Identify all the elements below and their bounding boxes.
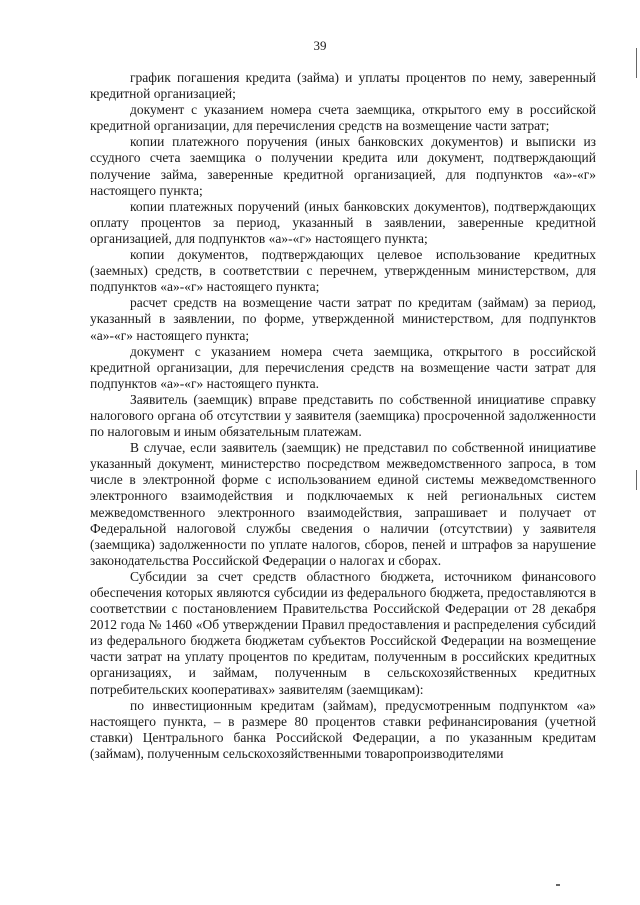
paragraph: график погашения кредита (займа) и уплаты процентов по нему, заверенный кредитной организацией; [90, 70, 596, 102]
paragraph: документ с указанием номера счета заемщика, открытого в российской кредитной организации, для перечисления средств на возмещение части затрат для подпунктов «а»-«г» настоящего пункта. [90, 343, 596, 391]
paragraph: копии документов, подтверждающих целевое использование кредитных (заемных) средств, в соответствии с перечнем, утвержденным министерством, для подпунктов «а»-«г» настоящего пункта; [90, 247, 596, 295]
paragraph: В случае, если заявитель (заемщик) не представил по собственной инициативе указанный документ, министерство посредством межведомственного запроса, в том числе в электронной форме с использованием единой системы межведомственного электронного взаимодействия и подключаемых к ней региональных систем межведомственного электронного взаимодействия, запрашивает и получает от Федеральной налоговой службы сведения о наличии (отсутствии) у заявителя (заемщика) задолженности по уплате налогов, сборов, пеней и штрафов за нарушение законодательства Российской Федерации о налогах и сборах. [90, 440, 596, 568]
paragraph: расчет средств на возмещение части затрат по кредитам (займам) за период, указанный в заявлении, по форме, утвержденной министерством, для подпунктов «а»-«г» настоящего пункта; [90, 295, 596, 343]
paragraph: копии платежных поручений (иных банковских документов), подтверждающих оплату процентов за период, указанный в заявлении, заверенные кредитной организацией, для подпунктов «а»-«г» настоящего пункта; [90, 198, 596, 246]
paragraph: Субсидии за счет средств областного бюджета, источником финансового обеспечения которых являются субсидии из федерального бюджета, предоставляются в соответствии с постановлением Правительства Российской Федерации от 28 декабря 2012 года № 1460 «Об утверждении Правил предоставления и распределения субсидий из федерального бюджета бюджетам субъектов Российской Федерации на возмещение части затрат на уплату процентов по кредитам, полученным в российских кредитных организациях, и займам, полученным в сельскохозяйственных кредитных потребительских кооперативах» заявителям (заемщикам): [90, 568, 596, 697]
paragraph: по инвестиционным кредитам (займам), предусмотренным подпунктом «а» настоящего пункта, – в размере 80 процентов ставки рефинансирования (учетной ставки) Центрального банка Российской Федерации, а по указанным кредитам (займам), полученным сельскохозяйственными товаропроизводителями [90, 697, 596, 761]
paragraph: документ с указанием номера счета заемщика, открытого ему в российской кредитной организации, для перечисления средств на возмещение части затрат; [90, 102, 596, 134]
scan-speck [556, 884, 560, 886]
scan-edge-mark [636, 470, 637, 490]
scan-edge-mark [636, 48, 637, 78]
page-number: 39 [313, 38, 327, 53]
paragraph: копии платежного поручения (иных банковских документов) и выписки из ссудного счета заемщика о получении кредита или документ, подтверждающий получение займа, заверенные кредитной организацией, для подпунктов «а»-«г» настоящего пункта; [90, 134, 596, 198]
paragraph: Заявитель (заемщик) вправе представить по собственной инициативе справку налогового органа об отсутствии у заявителя (заемщика) просроченной задолженности по налоговым и иным обязательным платежам. [90, 391, 596, 440]
body-text [90, 70, 596, 762]
